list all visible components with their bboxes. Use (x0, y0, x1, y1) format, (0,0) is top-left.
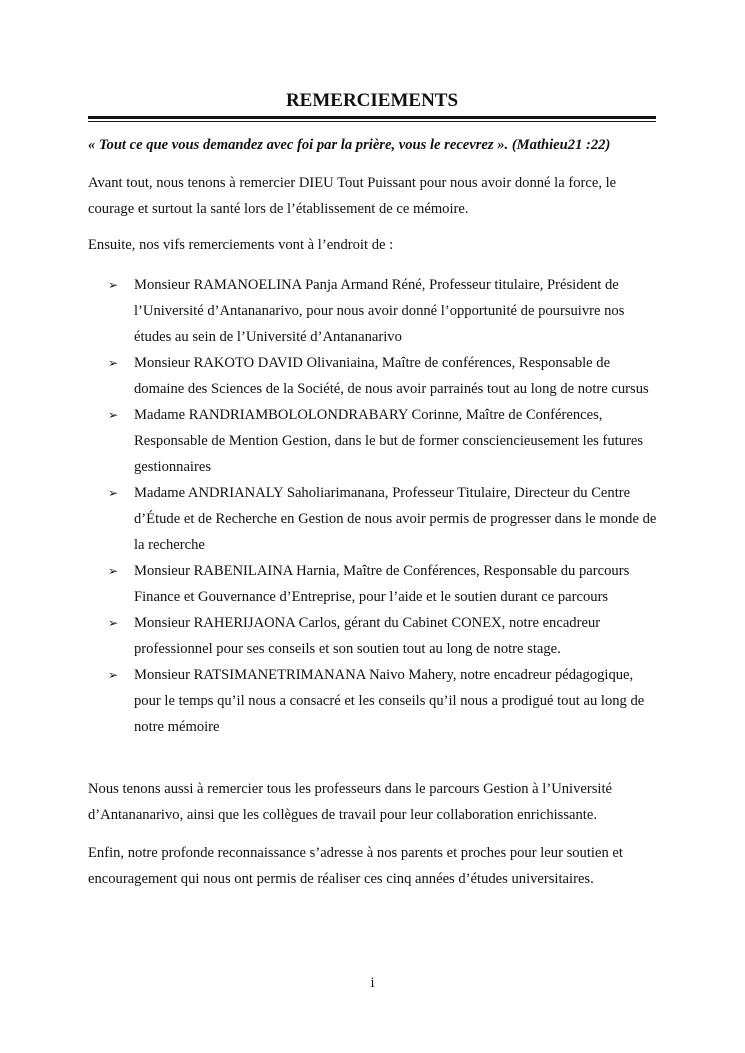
page-title: REMERCIEMENTS (285, 90, 459, 111)
arrow-bullet-icon: ➢ (108, 616, 119, 630)
list-item (88, 402, 660, 480)
list-item-text: Monsieur RAHERIJAONA Carlos, gérant du Cabinet CONEX, notre encadreur professionnel pour ses conseils et son soutien tout au long de notre stage. (134, 615, 601, 657)
list-item-text: Monsieur RAKOTO DAVID Olivaniaina, Maître de conférences, Responsable de domaine des Sciences de la Société, de nous avoir parrainés tout au long de notre cursus (134, 355, 649, 397)
list-item (88, 558, 660, 610)
list-item (88, 662, 660, 740)
list-item (88, 272, 660, 350)
list-item (88, 610, 660, 662)
list-item (88, 350, 660, 402)
arrow-bullet-icon: ➢ (108, 486, 119, 500)
arrow-bullet-icon: ➢ (108, 564, 119, 578)
epigraph: « Tout ce que vous demandez avec foi par la prière, vous le recevrez ». (Mathieu21 :22) (88, 137, 611, 153)
arrow-bullet-icon: ➢ (108, 356, 119, 370)
title-rule-thin (88, 121, 656, 122)
list-item-text: Monsieur RABENILAINA Harnia, Maître de Conférences, Responsable du parcours Finance et Gouvernance d’Entreprise, pour l’aide et le soutien durant ce parcours (134, 563, 630, 605)
arrow-bullet-icon: ➢ (108, 278, 119, 292)
title-rule-thick (88, 116, 656, 119)
closing-paragraph-1: Nous tenons aussi à remercier tous les professeurs dans le parcours Gestion à l’Université d’Antananarivo, ainsi que les collègues de travail pour leur collaboration enrichissante. (88, 781, 613, 823)
list-item-text: Madame ANDRIANALY Saholiarimanana, Professeur Titulaire, Directeur du Centre d’Étude et de Recherche en Gestion de nous avoir permis de progresser dans le monde de la recherche (134, 485, 657, 553)
list-item-text: Monsieur RAMANOELINA Panja Armand Réné, Professeur titulaire, Président de l’Université d’Antananarivo, pour nous avoir donné l’opportunité de poursuivre nos études au sein de l’Université d’Antananarivo (134, 277, 625, 345)
list-item-text: Madame RANDRIAMBOLOLONDRABARY Corinne, Maître de Conférences, Responsable de Mention Gestion, dans le but de former consciencieusement les futures gestionnaires (134, 407, 644, 475)
list-intro-paragraph: Ensuite, nos vifs remerciements vont à l’endroit de : (88, 237, 394, 253)
list-item-text: Monsieur RATSIMANETRIMANANA Naivo Mahery, notre encadreur pédagogique, pour le temps qu’il nous a consacré et les conseils qu’il nous a prodigué tout au long de notre mémoire (134, 667, 645, 735)
intro-paragraph: Avant tout, nous tenons à remercier DIEU Tout Puissant pour nous avoir donné la force, le courage et surtout la santé lors de l’établissement de ce mémoire. (88, 175, 617, 217)
arrow-bullet-icon: ➢ (108, 408, 119, 422)
arrow-bullet-icon: ➢ (108, 668, 119, 682)
acknowledgement-list (88, 272, 660, 740)
list-item (88, 480, 660, 558)
page-number: i (370, 975, 375, 991)
closing-paragraph-2: Enfin, notre profonde reconnaissance s’adresse à nos parents et proches pour leur soutien et encouragement qui nous ont permis de réaliser ces cinq années d’études universitaires. (88, 845, 623, 887)
